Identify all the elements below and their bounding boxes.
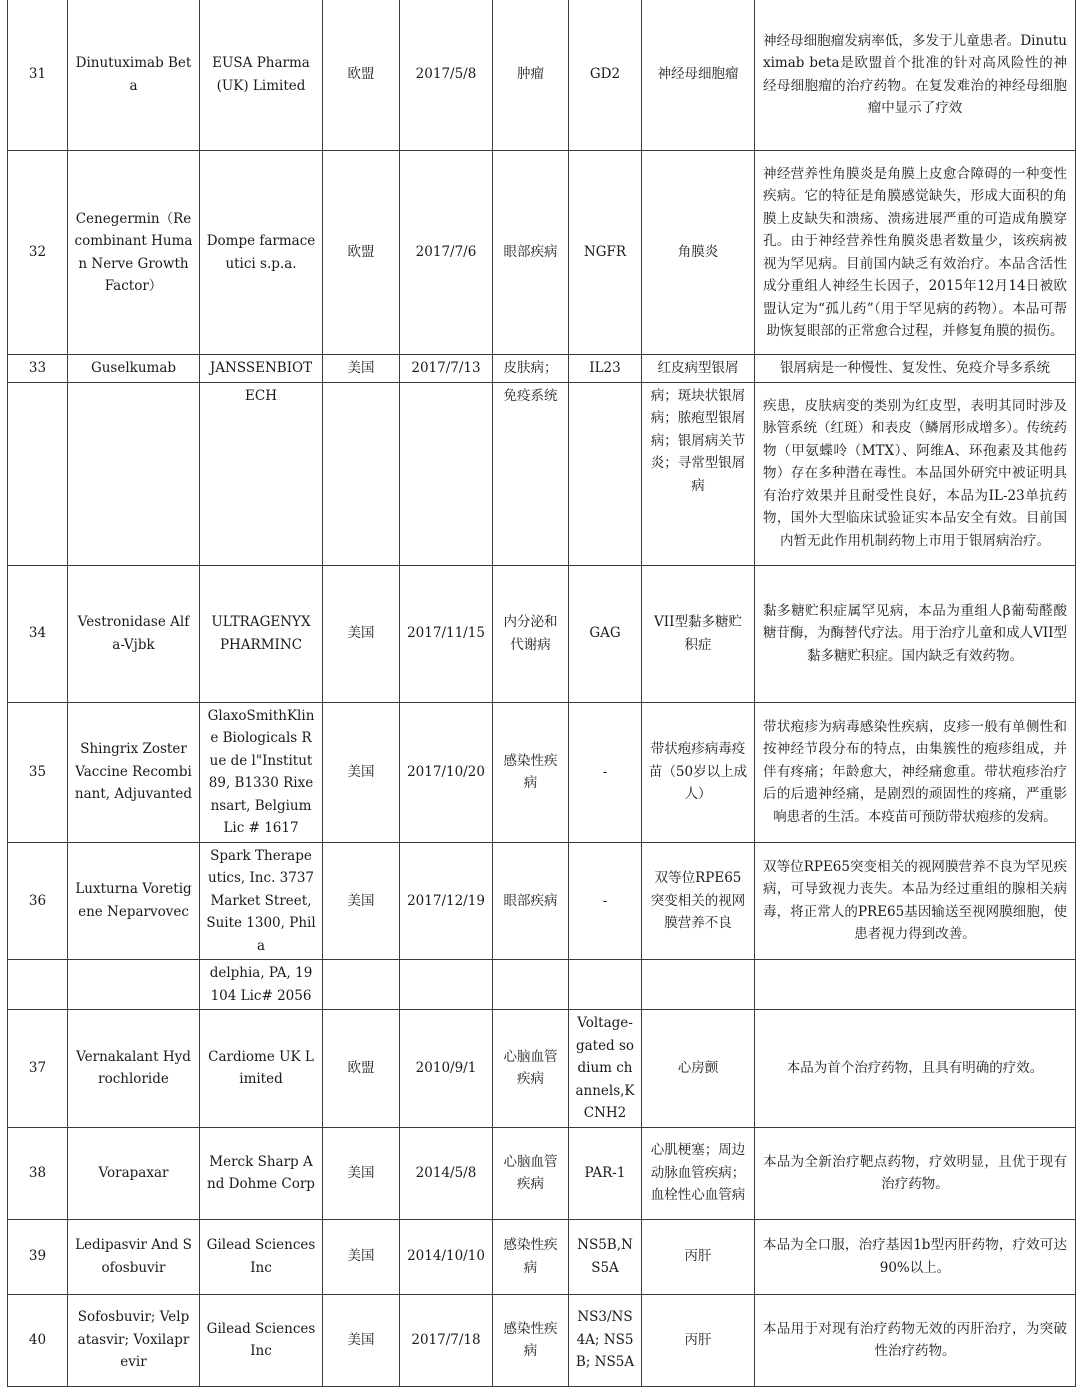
row-number: 31 [8,0,68,151]
table-row [8,1010,1076,1128]
description: 带状疱疹为病毒感染性疾病，皮疹一般有单侧性和按神经节段分布的特点，由集簇性的疱疹组成，并伴有疼痛；年龄愈大，神经痛愈重。带状疱疹治疗后的后遗神经痛，是剧烈的顽固性的疼痛，严重影响患者的生活。本疫苗可预防带状疱疹的发病。 [755,702,1076,842]
category: 内分泌和代谢病 [493,565,569,702]
drug-name: Vestronidase Alfa-Vjbk [68,565,200,702]
drug-name: Sofosbuvir; Velpatasvir; Voxilaprevir [68,1294,200,1386]
company: Merck Sharp And Dohme Corp [200,1127,323,1219]
description: 本品为首个治疗药物，且具有明确的疗效。 [755,1010,1076,1128]
drug-name: Vorapaxar [68,1127,200,1219]
description: 神经母细胞瘤发病率低，多发于儿童患者。Dinutuximab beta是欧盟首个批准的针对高风险性的神经母细胞瘤的治疗药物。在复发难治的神经母细胞瘤中显示了疗效 [755,0,1076,151]
company: Dompe farmaceutici s.p.a. [200,151,323,355]
table-row [8,565,1076,702]
description: 本品为全口服，治疗基因1b型丙肝药物，疗效可达90%以上。 [755,1219,1076,1294]
table-row [8,151,1076,355]
company: Gilead Sciences Inc [200,1294,323,1386]
description: 黏多糖贮积症属罕见病，本品为重组人β葡萄醛酸糖苷酶，为酶替代疗法。用于治疗儿童和成人VII型黏多糖贮积症。国内缺乏有效药物。 [755,565,1076,702]
row-number: 32 [8,151,68,355]
drug-name: Dinutuximab Beta [68,0,200,151]
drug-name: Vernakalant Hydrochloride [68,1010,200,1128]
company: Cardiome UK Limited [200,1010,323,1128]
row-number: 38 [8,1127,68,1219]
category: 皮肤病； [493,355,569,383]
category: 感染性疾病 [493,702,569,842]
table-row [8,0,1076,151]
target: IL23 [569,355,642,383]
company: JANSSENBIOT [200,355,323,383]
target: - [569,702,642,842]
indication: 带状疱疹病毒疫苗（50岁以上成人） [642,702,755,842]
target: GD2 [569,0,642,151]
row-number [8,382,68,565]
target [569,382,642,565]
target: Voltage-gated sodium channels,KCNH2 [569,1010,642,1128]
drug-name: Ledipasvir And Sofosbuvir [68,1219,200,1294]
company: Spark Therapeutics, Inc. 3737 Market Street, Suite 1300, Phila [200,842,323,960]
region: 欧盟 [323,1010,400,1128]
indication: 双等位RPE65突变相关的视网膜营养不良 [642,842,755,960]
row-number: 40 [8,1294,68,1386]
description: 疾患，皮肤病变的类别为红皮型，表明其同时涉及脉管系统（红斑）和表皮（鳞屑形成增多）。传统药物（甲氨蝶呤（MTX）、阿维A、环孢素及其他药物）存在多种潜在毒性。本品国外研究中被证明具有治疗效果并且耐受性良好，本品为IL-23单抗药物，国外大型临床试验证实本品安全有效。目前国内暂无此作用机制药物上市用于银屑病治疗。 [755,382,1076,565]
target: PAR-1 [569,1127,642,1219]
drug-name: Luxturna Voretigene Neparvovec [68,842,200,960]
indication: 角膜炎 [642,151,755,355]
category: 感染性疾病 [493,1294,569,1386]
indication [642,960,755,1010]
company: delphia, PA, 19104 Lic# 2056 [200,960,323,1010]
table-row [8,960,1076,1010]
category: 感染性疾病 [493,1219,569,1294]
region: 美国 [323,702,400,842]
drug-name: Cenegermin（Recombinant Human Nerve Growth Factor） [68,151,200,355]
region: 美国 [323,842,400,960]
company: Gilead Sciences Inc [200,1219,323,1294]
description: 神经营养性角膜炎是角膜上皮愈合障碍的一种变性疾病。它的特征是角膜感觉缺失，形成大面积的角膜上皮缺失和溃疡、溃疡进展严重的可造成角膜穿孔。由于神经营养性角膜炎患者数量少，该疾病被视为罕见病。目前国内缺乏有效治疗。本品含活性成分重组人神经生长因子，2015年12月14日被欧盟认定为“孤儿药”（用于罕见病的药物）。本品可帮助恢复眼部的正常愈合过程，并修复角膜的损伤。 [755,151,1076,355]
target [569,960,642,1010]
description: 本品为全新治疗靶点药物，疗效明显，且优于现有治疗药物。 [755,1127,1076,1219]
target: GAG [569,565,642,702]
drug-table [7,0,1076,1387]
description [755,960,1076,1010]
indication: 心肌梗塞；周边动脉血管疾病；血栓性心血管病 [642,1127,755,1219]
approval-date: 2017/10/20 [400,702,493,842]
approval-date: 2010/9/1 [400,1010,493,1128]
region: 美国 [323,1127,400,1219]
category: 心脑血管疾病 [493,1127,569,1219]
indication: 病；斑块状银屑病；脓疱型银屑病；银屑病关节炎；寻常型银屑病 [642,382,755,565]
category: 免疫系统 [493,382,569,565]
approval-date [400,382,493,565]
indication: 神经母细胞瘤 [642,0,755,151]
drug-name: Shingrix Zoster Vaccine Recombinant, Adjuvanted [68,702,200,842]
category: 心脑血管疾病 [493,1010,569,1128]
table-row [8,702,1076,842]
indication: 丙肝 [642,1219,755,1294]
approval-date: 2017/7/13 [400,355,493,383]
row-number: 35 [8,702,68,842]
table-row [8,1219,1076,1294]
drug-name [68,960,200,1010]
table-row [8,355,1076,383]
table-row [8,1294,1076,1386]
row-number: 34 [8,565,68,702]
row-number: 37 [8,1010,68,1128]
approval-date: 2017/7/6 [400,151,493,355]
region: 欧盟 [323,151,400,355]
description: 银屑病是一种慢性、复发性、免疫介导多系统 [755,355,1076,383]
indication: 心房颤 [642,1010,755,1128]
table-row [8,382,1076,565]
target: NGFR [569,151,642,355]
region [323,382,400,565]
row-number: 36 [8,842,68,960]
drug-name: Guselkumab [68,355,200,383]
approval-date: 2017/5/8 [400,0,493,151]
company: ECH [200,382,323,565]
indication: 红皮病型银屑 [642,355,755,383]
company: ULTRAGENYX PHARMINC [200,565,323,702]
target: NS5B,NS5A [569,1219,642,1294]
region: 美国 [323,355,400,383]
table-row [8,1127,1076,1219]
region: 美国 [323,565,400,702]
row-number [8,960,68,1010]
row-number: 33 [8,355,68,383]
row-number: 39 [8,1219,68,1294]
target: - [569,842,642,960]
table-row [8,842,1076,960]
description: 双等位RPE65突变相关的视网膜营养不良为罕见疾病，可导致视力丧失。本品为经过重组的腺相关病毒，将正常人的PRE65基因输送至视网膜细胞，使患者视力得到改善。 [755,842,1076,960]
indication: VII型黏多糖贮积症 [642,565,755,702]
description: 本品用于对现有治疗药物无效的丙肝治疗，为突破性治疗药物。 [755,1294,1076,1386]
region [323,960,400,1010]
category: 眼部疾病 [493,151,569,355]
region: 美国 [323,1294,400,1386]
category [493,960,569,1010]
drug-name [68,382,200,565]
approval-date: 2014/5/8 [400,1127,493,1219]
region: 欧盟 [323,0,400,151]
region: 美国 [323,1219,400,1294]
target: NS3/NS4A; NS5B; NS5A [569,1294,642,1386]
category: 眼部疾病 [493,842,569,960]
approval-date: 2017/11/15 [400,565,493,702]
company: GlaxoSmithKline Biologicals Rue de l"Institut 89, B1330 Rixensart, Belgium Lic # 1617 [200,702,323,842]
approval-date: 2017/7/18 [400,1294,493,1386]
company: EUSA Pharma (UK) Limited [200,0,323,151]
category: 肿瘤 [493,0,569,151]
approval-date: 2017/12/19 [400,842,493,960]
indication: 丙肝 [642,1294,755,1386]
approval-date [400,960,493,1010]
approval-date: 2014/10/10 [400,1219,493,1294]
